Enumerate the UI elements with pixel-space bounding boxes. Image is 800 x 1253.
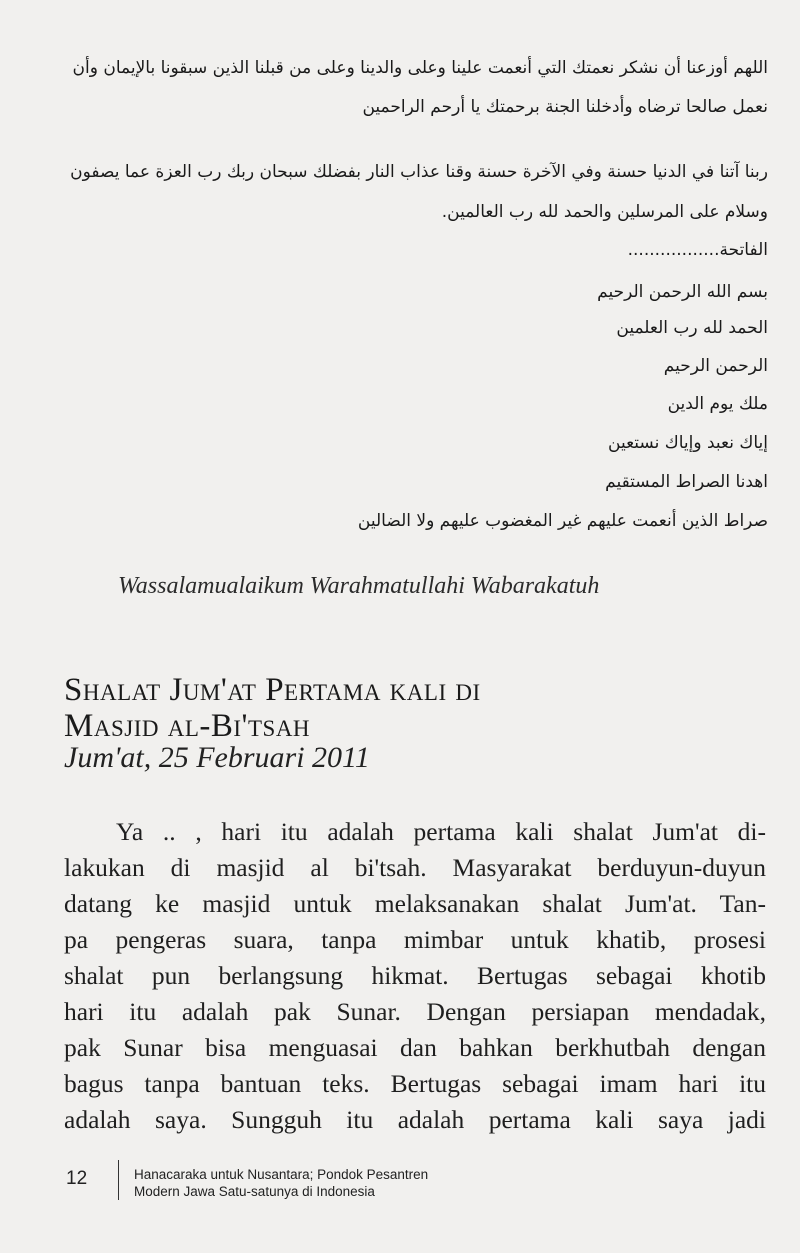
section-title-line-2: Masjid al-Bi'tsah (64, 708, 311, 744)
arabic-line-10: إياك نعبد وإياك نستعين (608, 433, 768, 453)
section-date: Jum'at, 25 Februari 2011 (64, 741, 370, 774)
footer-line-1: Hanacaraka untuk Nusantara; Pondok Pesantren (134, 1167, 429, 1182)
paragraph-line-8: bagus tanpa bantuan teks. Bertugas sebagai imam hari itu (64, 1069, 766, 1098)
arabic-line-5: الفاتحة................. (627, 240, 768, 260)
paragraph-line-9: adalah saya. Sungguh itu adalah pertama kali saya jadi (64, 1105, 766, 1134)
arabic-line-12: صراط الذين أنعمت عليهم غير المغضوب عليهم ولا الضالين (357, 511, 768, 531)
arabic-line-2: نعمل صالحا ترضاه وأدخلنا الجنة برحمتك يا أرحم الراحمين (362, 97, 768, 117)
paragraph-line-2: lakukan di masjid al bi'tsah. Masyarakat berduyun-duyun (64, 853, 766, 882)
arabic-line-1: اللهم أوزعنا أن نشكر نعمتك التي أنعمت علينا وعلى والدينا وعلى من قبلنا الذين سبقونا بالإيمان وأن (72, 58, 768, 78)
paragraph-line-4: pa pengeras suara, tanpa mimbar untuk khatib, prosesi (64, 925, 766, 954)
paragraph-line-3: datang ke masjid untuk melaksanakan shalat Jum'at. Tan- (64, 889, 766, 918)
page-number: 12 (66, 1168, 88, 1189)
section-title-line-1: Shalat Jum'at Pertama kali di (64, 672, 481, 708)
footer-line-2: Modern Jawa Satu-satunya di Indonesia (134, 1184, 375, 1199)
arabic-line-4: وسلام على المرسلين والحمد لله رب العالمين. (441, 202, 768, 222)
running-footer (134, 1166, 428, 1200)
paragraph-line-1: Ya .. , hari itu adalah pertama kali shalat Jum'at di- (116, 817, 766, 846)
arabic-line-11: اهدنا الصراط المستقيم (605, 472, 768, 492)
footer-divider (118, 1160, 119, 1200)
arabic-line-6: بسم الله الرحمن الرحيم (597, 282, 768, 302)
paragraph-line-7: pak Sunar bisa menguasai dan bahkan berkhutbah dengan (64, 1033, 766, 1062)
paragraph-line-5: shalat pun berlangsung hikmat. Bertugas sebagai khotib (64, 961, 766, 990)
arabic-line-8: الرحمن الرحيم (663, 356, 768, 376)
closing-greeting: Wassalamualaikum Warahmatullahi Wabarakatuh (118, 573, 600, 599)
arabic-line-9: ملك يوم الدين (667, 394, 768, 414)
arabic-line-3: ربنا آتنا في الدنيا حسنة وفي الآخرة حسنة وقنا عذاب النار بفضلك سبحان ربك رب العزة عما يصفون (70, 162, 768, 182)
arabic-line-7: الحمد لله رب العلمين (616, 318, 768, 338)
paragraph-line-6: hari itu adalah pak Sunar. Dengan persiapan mendadak, (64, 997, 766, 1026)
